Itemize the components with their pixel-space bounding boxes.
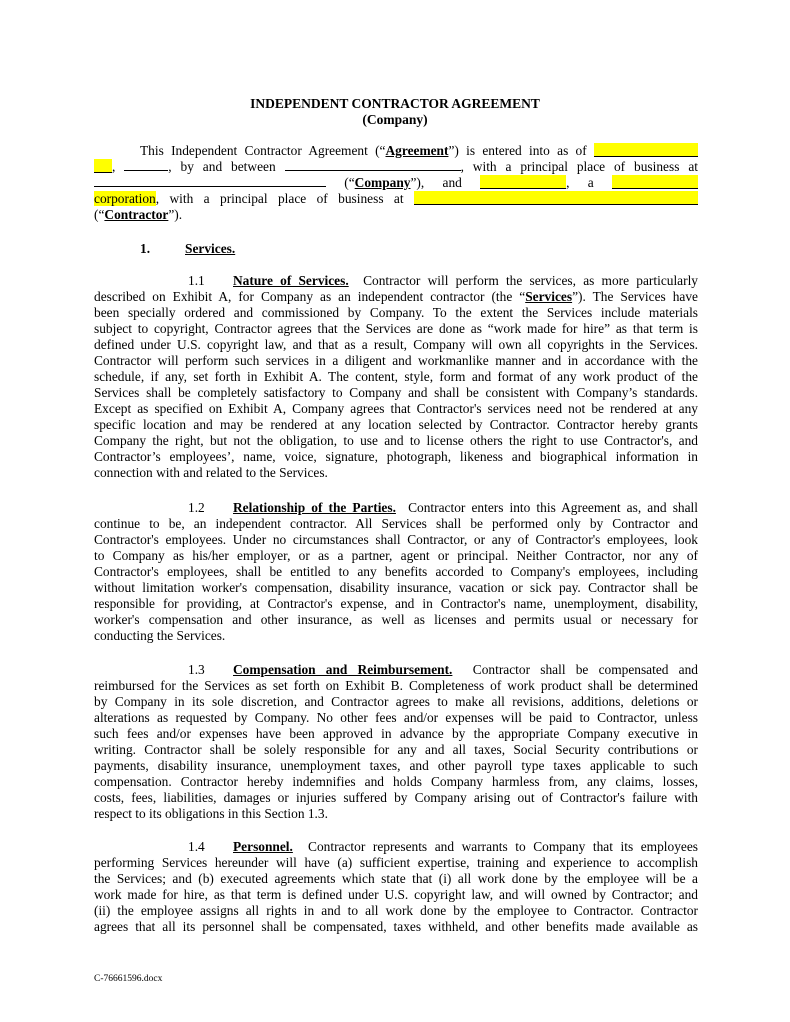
paragraph-line: Contractor's employees. Under no circumstances shall Contractor, or any of Contractor's employees, look: [94, 532, 698, 547]
contractor-term: Contractor: [104, 207, 169, 222]
footer-doc-id: C-76661596.docx: [94, 974, 163, 984]
paragraph-line: work made for hire, as that term is defined under U.S. copyright law, and will owned by Contractor; and: [94, 887, 698, 902]
paragraph-line: continue to be, an independent contractor. All Services shall be performed only by Contractor and: [94, 516, 698, 531]
paragraph-line: Contractor will perform such services in a diligent and workmanlike manner and in accordance with the: [94, 353, 698, 368]
paragraph-line: the Services; and (b) executed agreements which state that (i) all work done by the employee will be a: [94, 871, 698, 886]
date-field[interactable]: [594, 143, 698, 157]
paragraph-line: performing Services hereunder will have (a) sufficient expertise, training and experience to accomplish: [94, 855, 698, 870]
paragraph-line: been specially ordered and commissioned by Company. To the extent the Services include materials: [94, 305, 698, 320]
company-name-blank[interactable]: [285, 159, 461, 171]
intro-line-4: corporation, with a principal place of business at: [94, 191, 698, 207]
paragraph-line: agrees that all its personnel shall be compensated, taxes withheld, and other benefits made available as: [94, 919, 698, 934]
contractor-name-field[interactable]: [480, 175, 566, 189]
section-1-4-first-line: 1.4 Personnel. Contractor represents and warrants to Company that its employees: [188, 839, 699, 854]
document-subtitle: (Company): [362, 112, 428, 127]
paragraph-line: schedule, if any, set forth in Exhibit A. The content, style, form and format of any work product of the: [94, 369, 698, 384]
paragraph-line: subject to copyright, Contractor agrees that the Services are done as “work made for hire” as that term is: [94, 321, 698, 336]
intro-line-1: This Independent Contractor Agreement (“Agreement”) is entered into as of: [140, 143, 698, 159]
state-field[interactable]: [612, 175, 698, 189]
paragraph-line: payments, disability insurance, unemployment taxes, and other payroll type taxes applicable to such: [94, 758, 698, 773]
paragraph-line: responsible for providing, at Contractor's expense, and in Contractor's name, unemployment, disability,: [94, 596, 698, 611]
year-blank[interactable]: [124, 159, 168, 171]
date-field-cont[interactable]: [94, 159, 112, 173]
section-1-heading: 1. Services.: [140, 241, 236, 256]
paragraph-line: Company the right, but not the obligation, to use and to license others the right to use Contractor's, and: [94, 433, 698, 448]
paragraph-line: costs, fees, liabilities, damages or injuries suffered by Company arising out of Contractor's failure with: [94, 790, 698, 805]
paragraph-line: such fees and/or expenses have been approved in advance by the appropriate Company executive in: [94, 726, 698, 741]
paragraph-line: compensation. Contractor hereby indemnifies and holds Company harmless from, any claims, losses,: [94, 774, 698, 789]
paragraph-line: to Company as his/her employer, or as a partner, agent or principal. Neither Contractor, nor any of: [94, 548, 698, 563]
intro-line-2: , , by and between , with a principal place of business at: [94, 159, 698, 175]
company-address-blank[interactable]: [94, 175, 326, 187]
paragraph-line: alterations as requested by Company. No other fees and/or expenses will be paid to Contractor, unless: [94, 710, 698, 725]
paragraph-line: Contractor’s employees’, name, voice, signature, photograph, likeness and biographical information in: [94, 449, 698, 464]
paragraph-line: reimbursed for the Services as set forth on Exhibit B. Completeness of work product shall be determined: [94, 678, 698, 693]
paragraph-line: Services shall be completely satisfactory to Company and shall be consistent with Company’s standards.: [94, 385, 698, 400]
section-1-2-first-line: 1.2 Relationship of the Parties. Contractor enters into this Agreement as, and shall: [188, 500, 698, 515]
paragraph-line: Except as specified on Exhibit A, Company agrees that Contractor's services need not be rendered at any: [94, 401, 698, 416]
contractor-address-field[interactable]: [414, 191, 698, 205]
paragraph-line: described on Exhibit A, for Company as an independent contractor (the “Services”). The Services have: [94, 289, 699, 304]
paragraph-line: without limitation worker's compensation, disability insurance, vacation or sick pay. Contractor shall be: [94, 580, 698, 595]
paragraph-line: (ii) the employee assigns all rights in and to all work done by the employee to Contractor. Contractor: [94, 903, 698, 918]
paragraph-line: connection with and related to the Services.: [94, 465, 328, 480]
section-1-1-first-line: 1.1 Nature of Services. Contractor will perform the services, as more particularly: [188, 273, 698, 288]
paragraph-line: by Company in its sole discretion, and Contractor agrees to make all revisions, additions, deletions or: [94, 694, 698, 709]
paragraph-line: worker's compensation and other insurance, as well as licenses and permits usual or necessary for: [94, 612, 698, 627]
paragraph-line: respect to its obligations in this Section 1.3.: [94, 806, 328, 821]
intro-line-3: (“Company”), and , a: [94, 175, 698, 191]
document-title: INDEPENDENT CONTRACTOR AGREEMENT: [250, 96, 540, 111]
intro-line-5: (“Contractor”).: [94, 207, 183, 222]
section-1-3-first-line: 1.3 Compensation and Reimbursement. Contractor shall be compensated and: [188, 662, 698, 677]
paragraph-line: writing. Contractor shall be solely responsible for any and all taxes, Social Security contributions or: [94, 742, 698, 757]
paragraph-line: Contractor's employees, shall be entitled to any benefits accorded to Company's employees, including: [94, 564, 698, 579]
agreement-term: Agreement: [385, 143, 449, 158]
corporation-highlight: corporation: [94, 191, 156, 206]
company-term: Company: [354, 175, 411, 190]
services-term: Services: [525, 289, 573, 304]
paragraph-line: defined under U.S. copyright law, and that as a result, Company will own all copyrights in the Services.: [94, 337, 698, 352]
paragraph-line: specific location and may be rendered at any location selected by Contractor. Contractor hereby grants: [94, 417, 698, 432]
paragraph-line: conducting the Services.: [94, 628, 226, 643]
